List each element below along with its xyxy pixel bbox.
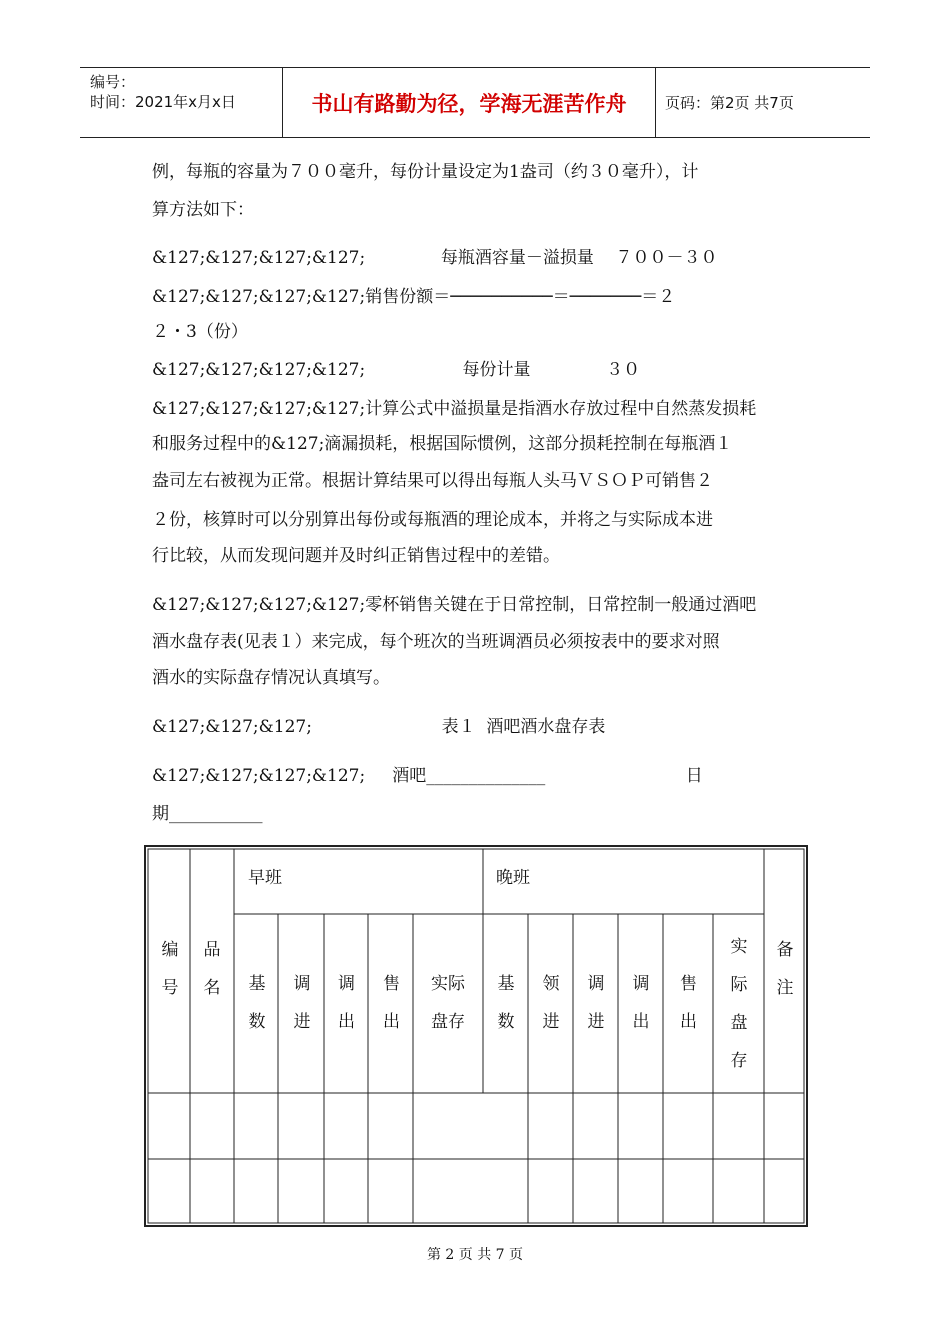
body-line: 例，每瓶的容量为７００毫升，每份计量设定为1盎司（约３０毫升），计 xyxy=(152,162,699,182)
body-line: ２份，核算时可以分别算出每份或每瓶酒的理论成本，并将之与实际成本进 xyxy=(152,510,713,530)
header-page-info: 页码：第2页 共7页 xyxy=(665,94,794,112)
evening-shift-header: 晚班 xyxy=(496,868,530,888)
morning-shift-header: 早班 xyxy=(248,868,282,888)
body-line: &127;&127;&127;&127;销售份额＝──────────＝───────＝２ xyxy=(152,287,676,307)
body-line: &127;&127;&127;&127;零杯销售关键在于日常控制，日常控制一般通过酒吧 xyxy=(152,595,757,615)
morning-col-text: 调出 xyxy=(338,974,355,1032)
doc-number: 编号： xyxy=(90,73,136,91)
morning-col-header xyxy=(282,965,322,1041)
morning-col-text: 调进 xyxy=(293,974,311,1032)
evening-col-text: 领进 xyxy=(542,974,560,1032)
page-header xyxy=(80,67,870,138)
body-line: &127;&127;&127;&127; 每瓶酒容量－溢损量 ７００－３０ xyxy=(152,248,718,268)
body-line: &127;&127;&127;&127; 每份计量 ３０ xyxy=(152,360,641,380)
col-header-number xyxy=(152,931,188,1007)
col-header-name-text: 品名 xyxy=(203,940,221,998)
evening-col-header xyxy=(716,928,762,1080)
evening-col-header xyxy=(666,965,711,1041)
body-line: ２・3（份） xyxy=(152,322,248,342)
evening-col-header xyxy=(531,965,571,1041)
morning-col-text: 售出 xyxy=(383,974,400,1032)
doc-time: 时间：2021年x月x日 xyxy=(90,93,236,111)
evening-col-header xyxy=(576,965,616,1041)
body-line: 算方法如下： xyxy=(152,200,254,220)
evening-col-text: 售出 xyxy=(680,974,697,1032)
page-footer: 第 2 页 共 7 页 xyxy=(426,1247,524,1263)
body-line: 酒水盘存表(见表１）来完成，每个班次的当班调酒员必须按表中的要求对照 xyxy=(152,632,720,652)
header-meta xyxy=(90,72,236,112)
evening-col-text: 基数 xyxy=(497,974,515,1032)
col-header-remark-text: 备注 xyxy=(776,940,794,998)
morning-col-header xyxy=(238,965,276,1041)
header-motto: 书山有路勤为径，学海无涯苦作舟 xyxy=(311,91,627,116)
evening-col-text: 实际盘存 xyxy=(730,937,748,1071)
morning-col-text: 实际盘存 xyxy=(431,974,465,1032)
header-divider xyxy=(655,68,656,137)
col-header-number-text: 编号 xyxy=(161,940,179,998)
morning-col-header xyxy=(416,965,480,1041)
body-line: 行比较，从而发现问题并及时纠正销售过程中的差错。 xyxy=(152,546,560,566)
evening-col-header xyxy=(621,965,661,1041)
body-line: &127;&127;&127;&127; 酒吧______________ 日 xyxy=(152,766,703,786)
body-line: &127;&127;&127;&127;计算公式中溢损量是指酒水存放过程中自然蒸发损耗 xyxy=(152,399,757,419)
inventory-table xyxy=(144,845,808,1227)
col-header-name xyxy=(194,931,230,1007)
morning-col-header xyxy=(372,965,411,1041)
body-line: 和服务过程中的&127;滴漏损耗，根据国际惯例，这部分损耗控制在每瓶酒１ xyxy=(152,434,733,454)
body-line: 盎司左右被视为正常。根据计算结果可以得出每瓶人头马ＶＳＯＰ可销售２ xyxy=(152,471,713,491)
table-caption: &127;&127;&127; 表１ 酒吧酒水盘存表 xyxy=(152,717,606,737)
evening-col-header xyxy=(486,965,526,1041)
morning-col-header xyxy=(327,965,366,1041)
body-line: 期___________ xyxy=(152,804,263,824)
col-header-remark xyxy=(770,931,800,1007)
morning-col-text: 基数 xyxy=(248,974,266,1032)
body-line: 酒水的实际盘存情况认真填写。 xyxy=(152,668,390,688)
evening-col-text: 调进 xyxy=(587,974,605,1032)
evening-col-text: 调出 xyxy=(632,974,650,1032)
